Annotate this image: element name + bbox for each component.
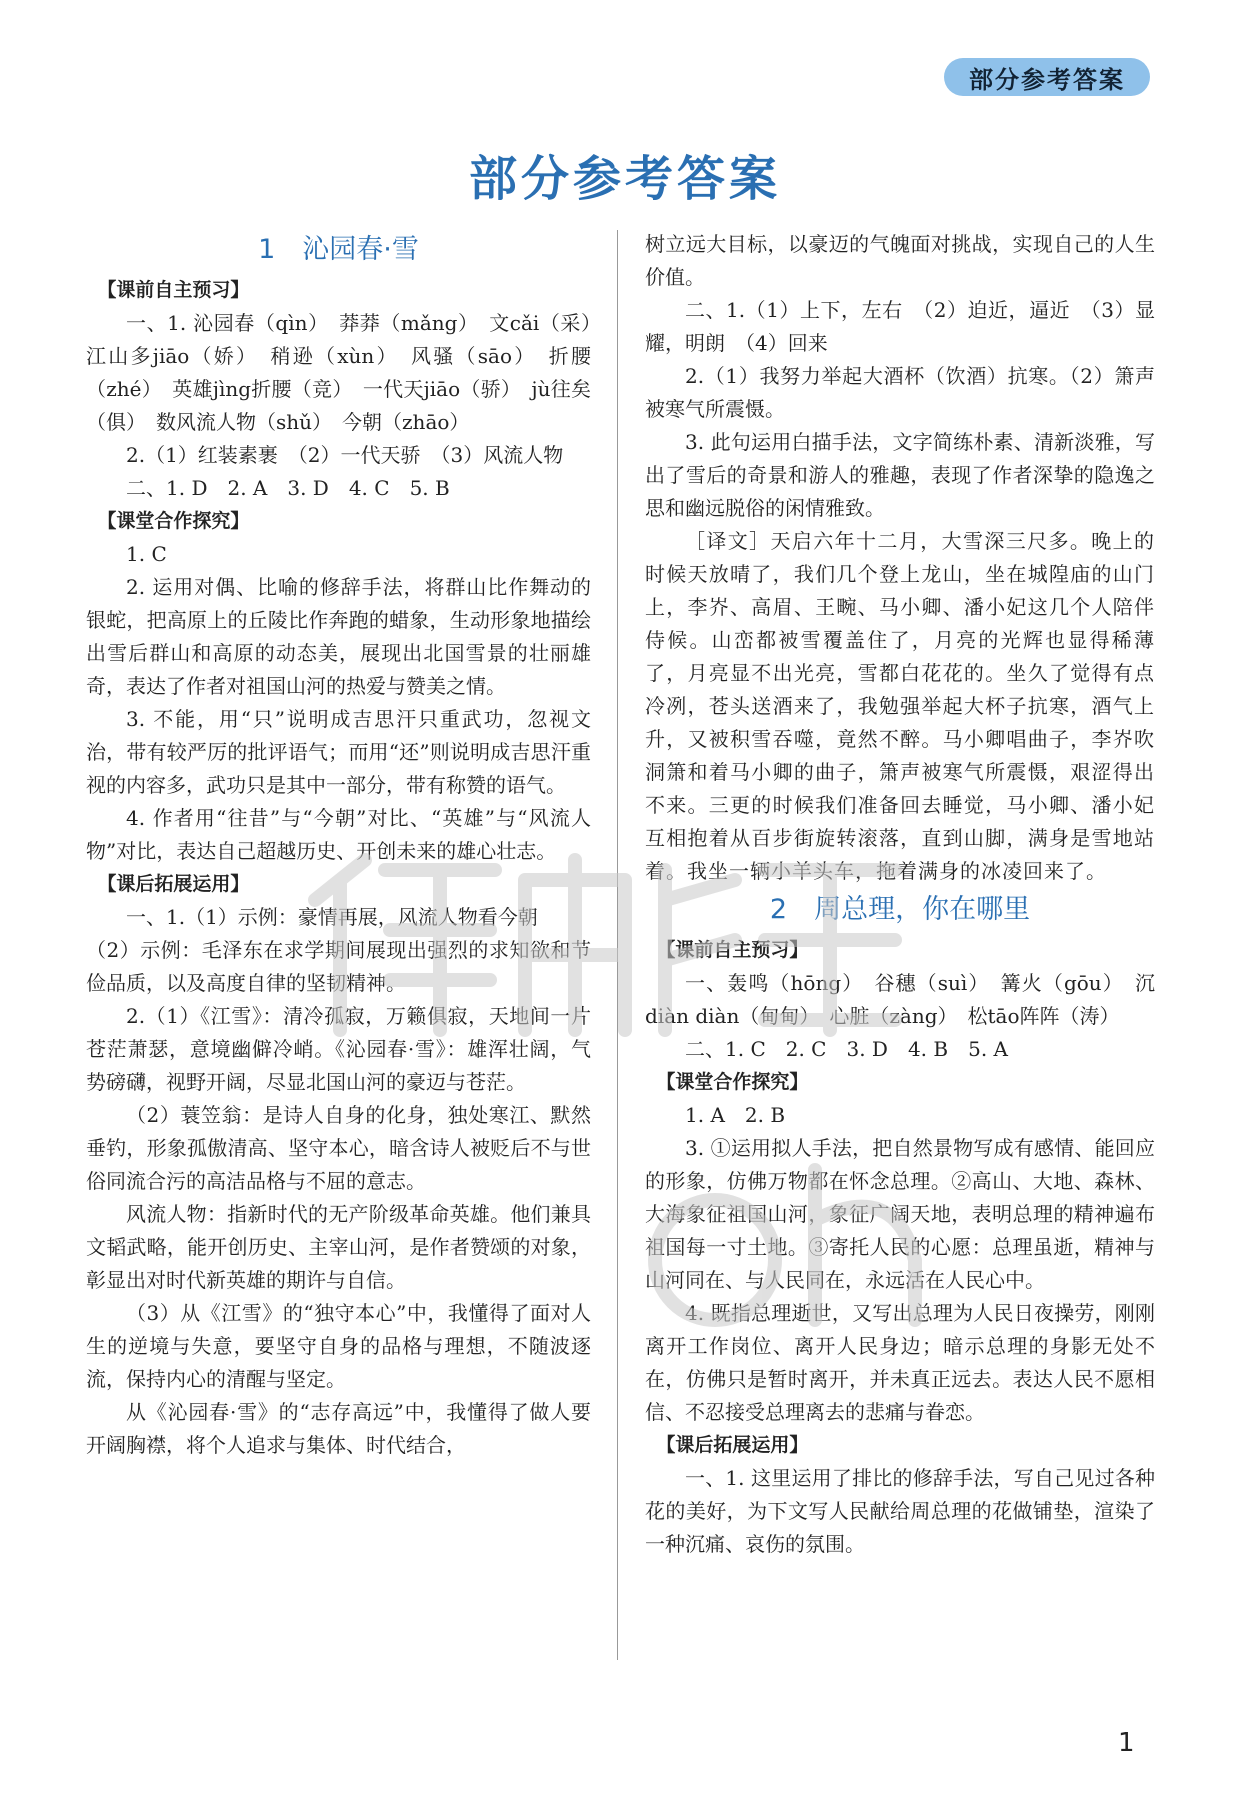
section-heading: 【课前自主预习】 — [97, 279, 250, 301]
left-column — [86, 228, 611, 1462]
answer-paragraph: 2. 运用对偶、比喻的修辞手法，将群山比作舞动的银蛇，把高原上的丘陵比作奔跑的蜡象，生动形象地描绘出雪后群山和高原的动态美，展现出北国雪景的壮丽雄奇，表达了作者对祖国山河的热爱与赞美之情。 — [86, 575, 591, 698]
section-tab: 部分参考答案 — [944, 58, 1150, 96]
answer-paragraph: 2.（1）红装素裹 （2）一代天骄 （3）风流人物 — [126, 443, 564, 467]
answer-paragraph: 一、1.（1）示例：豪情再展，风流人物看今朝 — [126, 905, 538, 929]
section-heading: 【课堂合作探究】 — [97, 510, 250, 532]
answer-paragraph: （2）示例：毛泽东在求学期间展现出强烈的求知欲和节俭品质，以及高度自律的坚韧精神。 — [86, 938, 591, 995]
answer-paragraph: 1. A 2. B — [685, 1103, 786, 1127]
page-title: 部分参考答案 — [468, 151, 781, 207]
translation-paragraph: ［译文］天启六年十二月，大雪深三尺多。晚上的时候天放晴了，我们几个登上龙山，坐在城隍庙的山门上，李岕、高眉、王畹、马小卿、潘小妃这几个人陪伴侍候。山峦都被雪覆盖住了，月亮的光辉也显得稀薄了，月亮显不出光亮，雪都白花花的。坐久了觉得有点冷冽，苍头送酒来了，我勉强举起大杯子抗寒，酒气上升，又被积雪吞噬，竟然不醉。马小卿唱曲子，李岕吹洞箫和着马小卿的曲子，箫声被寒气所震慑，艰涩得出不来。三更的时候我们准备回去睡觉，马小卿、潘小妃互相抱着从百步街旋转滚落，直到山脚，满身是雪地站着。我坐一辆小羊头车，拖着满身的冰凌回来了。 — [645, 529, 1155, 883]
column-divider — [617, 230, 618, 1660]
answer-paragraph: 一、1. 沁园春（qìn） 莽莽（mǎng） 文cǎi（采） 江山多jiāo（娇） 稍逊（xùn） 风骚（sāo） 折腰（zhé） 英雄jìng折腰（竞） 一代天jiāo（骄） jù往矣（俱） 数风流人物（shǔ） 今朝（zhāo） — [86, 311, 611, 434]
page-number: 1 — [1118, 1728, 1135, 1758]
answer-paragraph: 二、1. C 2. C 3. D 4. B 5. A — [685, 1037, 1008, 1061]
chapter-2-title: 2 周总理，你在哪里 — [769, 894, 1031, 925]
answer-paragraph: 3. ①运用拟人手法，把自然景物写成有感情、能回应的形象，仿佛万物都在怀念总理。②高山、大地、森林、大海象征祖国山河，象征广阔天地，表明总理的精神遍布祖国每一寸土地。③寄托人民的心愿：总理虽逝，精神与山河同在、与人民同在，永远活在人民心中。 — [645, 1136, 1155, 1292]
section-heading: 【课后拓展运用】 — [656, 1434, 809, 1456]
right-column — [645, 228, 1155, 1561]
answer-paragraph: 2.（1）我努力举起大酒杯（饮酒）抗寒。（2）箫声被寒气所震慑。 — [645, 364, 1155, 421]
answer-paragraph: 二、1. D 2. A 3. D 4. C 5. B — [126, 476, 450, 500]
answer-paragraph: 树立远大目标，以豪迈的气魄面对挑战，实现自己的人生价值。 — [645, 232, 1155, 289]
answer-paragraph: 3. 此句运用白描手法，文字简练朴素、清新淡雅，写出了雪后的奇景和游人的雅趣，表现了作者深挚的隐逸之思和幽远脱俗的闲情雅致。 — [645, 430, 1155, 520]
answer-paragraph: 1. C — [126, 542, 167, 566]
answer-paragraph: 从《沁园春·雪》的“志存高远”中，我懂得了做人要开阔胸襟，将个人追求与集体、时代结合， — [86, 1400, 591, 1457]
answer-paragraph: 4. 作者用“往昔”与“今朝”对比、“英雄”与“风流人物”对比，表达自己超越历史、开创未来的雄心壮志。 — [86, 806, 591, 863]
section-heading: 【课后拓展运用】 — [97, 873, 250, 895]
answer-paragraph: （3）从《江雪》的“独守本心”中，我懂得了面对人生的逆境与失意，要坚守自身的品格与理想，不随波逐流，保持内心的清醒与坚定。 — [86, 1301, 591, 1391]
answer-paragraph: 二、1.（1）上下，左右 （2）迫近，逼近 （3）显耀，明朗 （4）回来 — [645, 298, 1155, 355]
section-heading: 【课前自主预习】 — [656, 939, 809, 961]
answer-paragraph: 4. 既指总理逝世，又写出总理为人民日夜操劳，刚刚离开工作岗位、离开人民身边；暗示总理的身影无处不在，仿佛只是暂时离开，并未真正远去。表达人民不愿相信、不忍接受总理离去的悲痛与眷恋。 — [645, 1301, 1155, 1424]
answer-paragraph: 2.（1）《江雪》：清冷孤寂，万籁俱寂，天地间一片苍茫萧瑟，意境幽僻冷峭。《沁园春·雪》：雄浑壮阔，气势磅礴，视野开阔，尽显北国山河的豪迈与苍茫。 — [86, 1004, 591, 1094]
answer-paragraph: 3. 不能，用“只”说明成吉思汗只重武功，忽视文治，带有较严厉的批评语气；而用“还”则说明成吉思汗重视的内容多，武功只是其中一部分，带有称赞的语气。 — [86, 707, 591, 797]
answer-paragraph: 一、1. 这里运用了排比的修辞手法，写自己见过各种花的美好，为下文写人民献给周总理的花做铺垫，渲染了一种沉痛、哀伤的氛围。 — [645, 1466, 1155, 1556]
answer-paragraph: 风流人物：指新时代的无产阶级革命英雄。他们兼具文韬武略，能开创历史、主宰山河，是作者赞颂的对象，彰显出对时代新英雄的期许与自信。 — [86, 1202, 591, 1292]
chapter-1-title: 1 沁园春·雪 — [258, 234, 419, 265]
answer-paragraph: 一、轰鸣（hōng） 谷穗（suì） 篝火（gōu） 沉diàn diàn（甸甸） 心脏（zàng） 松tāo阵阵（涛） — [645, 971, 1155, 1028]
answer-paragraph: （2）蓑笠翁：是诗人自身的化身，独处寒江、默然垂钓，形象孤傲清高、坚守本心，暗含诗人被贬后不与世俗同流合污的高洁品格与不屈的意志。 — [86, 1103, 591, 1193]
section-heading: 【课堂合作探究】 — [656, 1071, 809, 1093]
